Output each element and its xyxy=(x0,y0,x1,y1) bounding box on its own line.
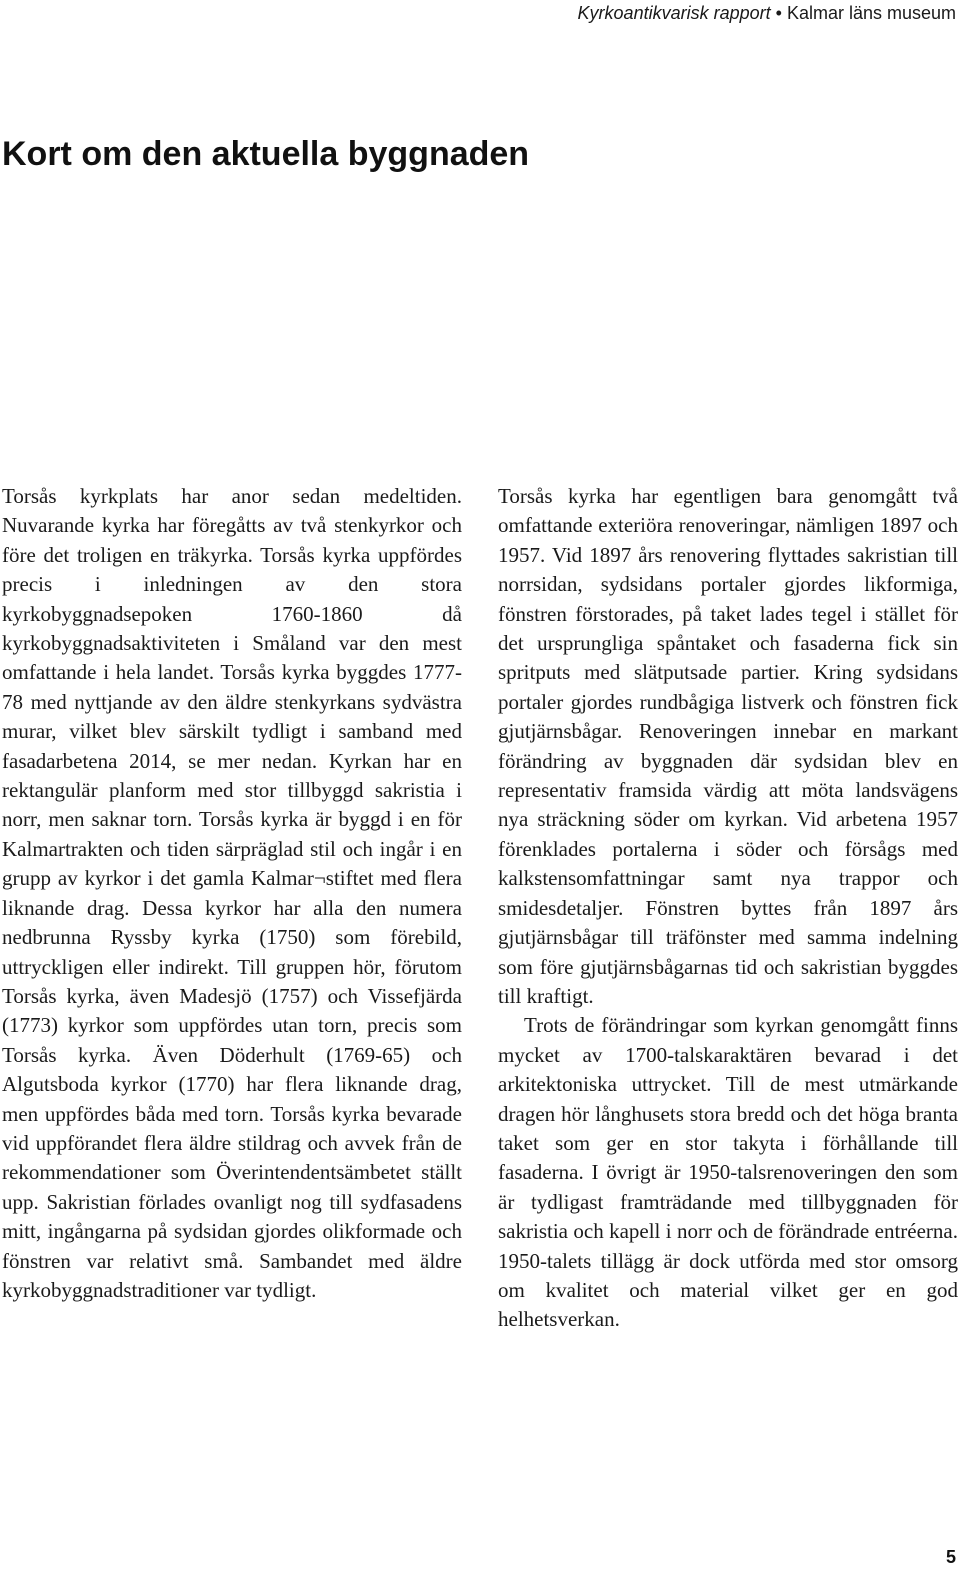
right-column xyxy=(498,482,958,1335)
paragraph: Torsås kyrka har egentligen bara genomgått två omfattande exteriöra renoveringar, nämligen 1897 och 1957. Vid 1897 års renovering flyttades sakristian till norrsidan, sydsidans portaler gjordes likformiga, fönstren förstorades, på taket lades tegel i stället för det ursprungliga spåntaket och fasaderna fick sin spritputs med slätputsade partier. Kring sydsidans portaler gjordes rundbågiga listverk och fönstren fick gjutjärnsbågar. Renoveringen innebar en markant förändring av byggnaden där sydsidan blev en representativ framsida värdig att möta landsvägens nya sträckning söder om kyrkan. Vid arbetena 1957 förenklades portalerna i söder och försågs med kalkstensomfattningar samt nya trappor och smidesdetaljer. Fönstren byttes från 1897 års gjutjärnsbågar till träfönster med samma indelning som före gjutjärnsbågarnas tid och sakristian byggdes till kraftigt. xyxy=(498,484,958,1008)
left-column xyxy=(2,482,462,1305)
page-title: Kort om den aktuella byggnaden xyxy=(2,135,530,173)
report-series: Kyrkoantikvarisk rapport xyxy=(577,3,771,23)
body-text xyxy=(2,482,958,1422)
publisher-name: Kalmar läns museum xyxy=(786,3,956,23)
header-separator: • xyxy=(775,3,782,23)
paragraph: Torsås kyrkplats har anor sedan medeltiden. Nuvarande kyrka har föregåtts av två stenkyrkor och före det troligen en träkyrka. Torsås kyrka uppfördes precis i inledningen av den stora kyrkobyggnadsepoken 1760-1860 då kyrkobyggnadsaktiviteten i Småland var den mest omfattande i hela landet. Torsås kyrka byggdes 1777-78 med nyttjande av den äldre stenkyrkans sydvästra murar, vilket blev särskilt tydligt i samband med fasadarbetena 2014, se mer nedan. Kyrkan har en rektangulär planform med stor tillbyggd sakristia i norr, men saknar torn. Torsås kyrka är byggd i en för Kalmartrakten och tiden särpräglad stil och ingår i en grupp av kyrkor i det gamla Kalmar¬stiftet med flera liknande drag. Dessa kyrkor har alla den numera nedbrunna Ryssby kyrka (1750) som förebild, uttryckligen eller indirekt. Till gruppen hör, förutom Torsås kyrka, även Madesjö (1757) och Vissefjärda (1773) kyrkor som uppfördes utan torn, precis som Torsås kyrka. Även Döderhult (1769-65) och Algutsboda kyrkor (1770) har flera liknande drag, men uppfördes båda med torn. Torsås kyrka bevarade vid uppförandet flera äldre stildrag och avvek från de rekommendationer som Överintendentsämbetet ställt upp. Sakristian förlades ovanligt nog till sydfasadens mitt, ingångarna på sydsidan gjordes olikformade och fönstren var relativt små. Sambandet med äldre kyrkobyggnadstraditioner var tydligt. xyxy=(2,484,462,1302)
paragraph: Trots de förändringar som kyrkan genomgått finns mycket av 1700-talskaraktären bevarad i det arkitektoniska uttrycket. Till de mest utmärkande dragen hör långhusets stora bredd och det höga branta taket som ger en stor takyta i förhållande till fasaderna. I övrigt är 1950-talsrenoveringen den som är tydligast framträdande med tillbyggnaden för sakristia och kapell i norr och de förändrade entréerna. 1950-talets tillägg är dock utförda med stor omsorg om kvalitet och material vilket ger en god helhetsverkan. xyxy=(498,1013,958,1332)
page-number: 5 xyxy=(945,1547,956,1567)
running-header xyxy=(578,2,956,24)
